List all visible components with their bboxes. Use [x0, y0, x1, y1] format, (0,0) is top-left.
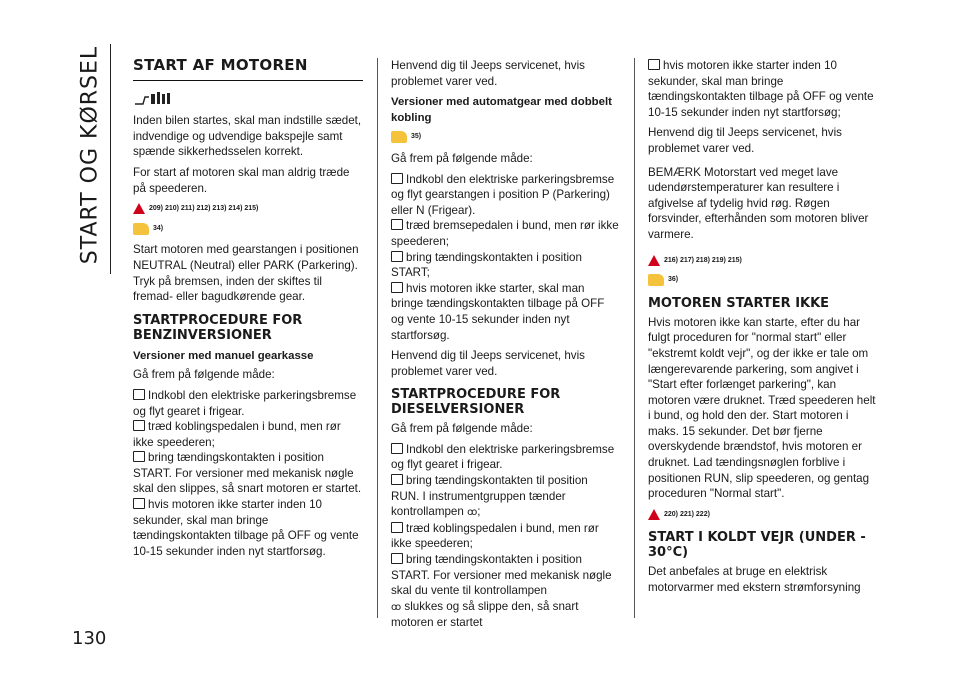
list-item: hvis motoren ikke starter, skal man bringe tændingskontakten tilbage på OFF og vente 10-15 sekunder inden nyt startforsøg.: [391, 281, 605, 342]
step-icon: [133, 420, 145, 431]
step-icon: [391, 522, 403, 533]
glow-plug-icon: ꝏ: [391, 601, 402, 613]
warning-ref: 216) 217) 218) 219) 215): [648, 253, 878, 269]
body-text: Henvend dig til Jeeps servicenet, hvis problemet varer ved.: [391, 349, 585, 378]
version-heading: Versioner med manuel gearkasse: [133, 349, 314, 362]
subheading: STARTPROCEDURE FOR DIESELVERSIONER: [391, 387, 561, 418]
warning-ref: 209) 210) 211) 212) 213) 214) 215): [133, 201, 363, 217]
note-ref: 36): [648, 272, 878, 288]
list-item: bring tændingskontakten i position START. For versioner med mekanisk nøgle skal du vente til kontrollampen ꝏ slukkes og så slippe den, så snart motoren er startet: [391, 553, 612, 630]
list-item: Indkobl den elektriske parkeringsbremse og flyt gearet i frigear.: [133, 388, 357, 418]
list-item: træd koblingspedalen i bund, men rør ikke speederen;: [133, 420, 341, 449]
lead-text: Gå frem på følgende måde:: [391, 151, 533, 165]
step-icon: [391, 219, 403, 230]
subheading: MOTOREN STARTER IKKE: [648, 295, 830, 311]
body-text: Henvend dig til Jeeps servicenet, hvis problemet varer ved.: [391, 59, 585, 88]
list-item: bring tændingskontakten i position START;: [391, 250, 582, 280]
lead-text: Gå frem på følgende måde:: [391, 422, 533, 436]
step-icon: [133, 389, 145, 400]
list-item: hvis motoren ikke starter inden 10 sekunder, skal man bringe tændingskontakten tilbage på OFF og vente 10-15 sekunder inden nyt startforsøg;: [648, 59, 874, 119]
column-divider: [634, 58, 635, 618]
step-icon: [391, 553, 403, 564]
version-heading: Versioner med automatgear med dobbelt kobling: [391, 96, 612, 124]
step-icon: [391, 173, 403, 184]
column-3: [648, 58, 878, 601]
section-title: START OG KØRSEL: [77, 45, 103, 265]
step-icon: [391, 251, 403, 262]
list-item: bring tændingskontakten i position START. For versioner med mekanisk nøgle skal den slippes, så snart motoren er startet.: [133, 451, 362, 496]
section-divider: [110, 44, 111, 274]
note-icon: [391, 131, 407, 143]
note-icon: [648, 274, 664, 286]
warning-icon: [648, 255, 660, 266]
step-icon: [391, 474, 403, 485]
lead-text: Gå frem på følgende måde:: [133, 368, 275, 382]
step-icon: [648, 59, 660, 70]
subheading: START I KOLDT VEJR (UNDER - 30°C): [648, 530, 866, 561]
section-tab: [60, 40, 120, 270]
column-1: [133, 58, 363, 559]
subheading: STARTPROCEDURE FOR BENZINVERSIONER: [133, 312, 303, 343]
list-item: bring tændingskontakten til position RUN. I instrumentgruppen tænder kontrollampen ꝏ;: [391, 473, 619, 521]
step-icon: [133, 451, 145, 462]
body-text: Henvend dig til Jeeps servicenet, hvis problemet varer ved.: [648, 126, 842, 155]
glow-plug-icon: ꝏ: [467, 507, 478, 519]
section-heading: START AF MOTOREN: [133, 58, 363, 81]
warning-icon: [133, 203, 145, 214]
seat-mirror-belt-icon: [133, 91, 171, 112]
step-icon: [391, 443, 403, 454]
step-icon: [391, 282, 403, 293]
list-item: Indkobl den elektriske parkeringsbremse og flyt gearstangen i position P (Parkering) eller N (Frigear).: [391, 172, 615, 217]
list-item: hvis motoren ikke starter inden 10 sekunder, skal man bringe tændingskontakten tilbage på OFF og vente 10-15 sekunder inden nyt startforsøg.: [133, 498, 359, 558]
list-item: træd koblingspedalen i bund, men rør ikke speederen;: [391, 521, 599, 551]
list-item: Indkobl den elektriske parkeringsbremse og flyt gearet i frigear.: [391, 442, 615, 472]
note-ref: 35): [391, 129, 619, 145]
warning-ref: 220) 221) 222): [648, 507, 878, 523]
note-icon: [133, 223, 149, 235]
page-number: 130: [72, 628, 107, 649]
intro-text: Inden bilen startes, skal man indstille sædet, indvendige og udvendige bakspejle samt spænde sikkerhedsselen korrekt.: [133, 114, 362, 159]
intro-text-2: For start af motoren skal man aldrig træde på speederen.: [133, 165, 350, 195]
column-divider: [377, 58, 378, 618]
warning-icon: [648, 509, 660, 520]
body-text: Det anbefales at bruge en elektrisk motorvarmer med ekstern strømforsyning: [648, 565, 861, 595]
note-ref: 34): [133, 221, 363, 237]
remark-text: BEMÆRK Motorstart ved meget lave udendørstemperaturer kan resultere i afgivelse af tydelig hvid røg. Røgen forsvinder, efterhånden som motoren bliver varmere.: [648, 165, 869, 241]
list-item: træd bremsepedalen i bund, men rør ikke speederen;: [391, 219, 619, 248]
body-text: Hvis motoren ikke kan starte, efter du har fulgt proceduren for "normal start" eller "ekstremt koldt vejr", og der ikke er tale om længerevarende parkering, som angivet i "Start efter forlænget parkering", kan motoren være druknet. Træd speederen helt i bund, og hold den der. Start motoren i maks. 15 sekunder. Det bør fjerne overskydende brændstof, hvis motoren er druknet. Lad tændingsnøglen forblive i positionen RUN, slip speederen, og gentag proceduren "Normal start".: [648, 315, 876, 501]
step-icon: [133, 498, 145, 509]
column-2: [391, 58, 619, 631]
body-text: Start motoren med gearstangen i positionen NEUTRAL (Neutral) eller PARK (Parkering). Tryk på bremsen, inden der skiftes til fremad- eller bagudkørende gear.: [133, 243, 359, 304]
